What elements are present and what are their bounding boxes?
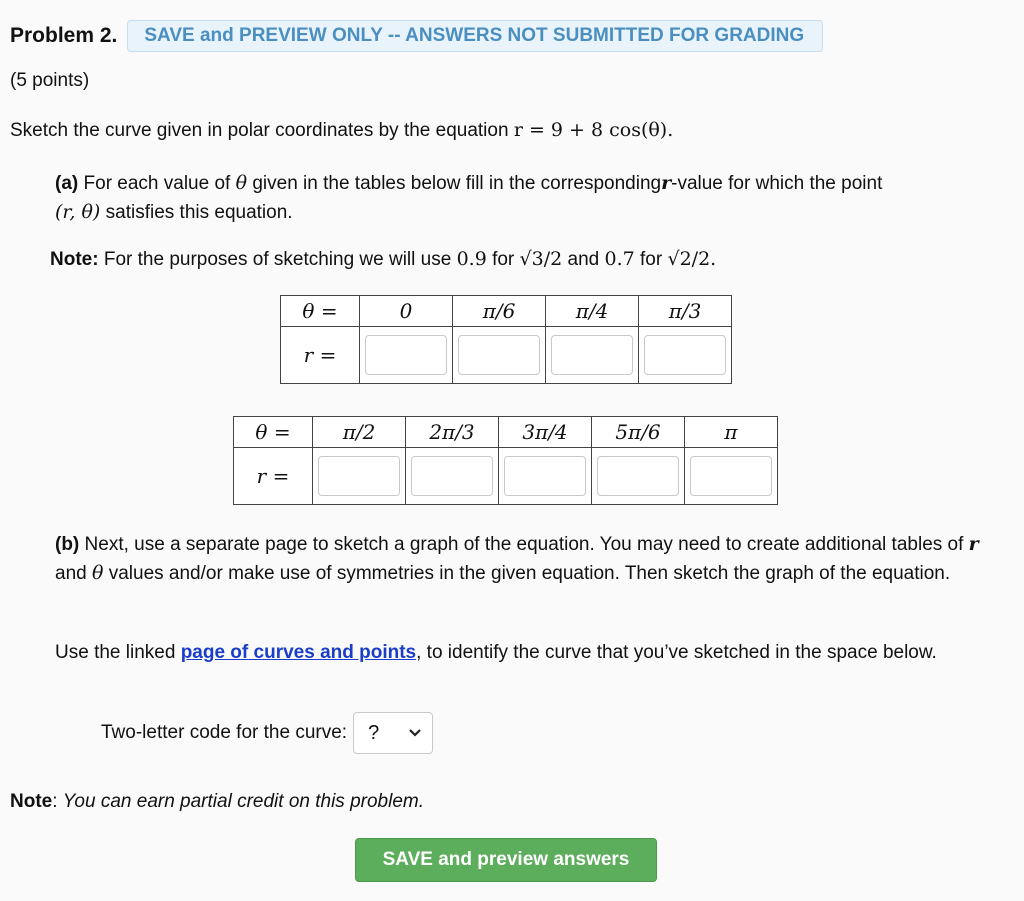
problem-header bbox=[10, 20, 823, 52]
part-b-instructions: (b) Next, use a separate page to sketch a graph of the equation. You may need to create additional tables of r and θ values and/or make use of symmetries in the given equation. Then sketch the graph of the equation. bbox=[55, 533, 979, 584]
r-answer-input[interactable] bbox=[597, 456, 679, 496]
angle-cell: π/2 bbox=[313, 417, 406, 448]
r-header: r = bbox=[281, 327, 360, 384]
r-cell bbox=[685, 448, 778, 505]
angle-cell: 2π/3 bbox=[406, 417, 499, 448]
chevron-down-icon bbox=[408, 728, 422, 738]
r-answer-input[interactable] bbox=[551, 335, 633, 375]
point-notation: (r, θ) bbox=[55, 201, 101, 223]
partial-credit-note: Note: You can earn partial credit on this problem. bbox=[10, 791, 425, 812]
r-cell bbox=[639, 327, 732, 384]
r-cell bbox=[499, 448, 592, 505]
values-table-1 bbox=[280, 295, 732, 384]
curve-code-select[interactable] bbox=[353, 712, 433, 754]
curve-code-row bbox=[101, 712, 433, 754]
angle-cell: π/6 bbox=[453, 296, 546, 327]
problem-statement bbox=[10, 119, 673, 142]
r-answer-input[interactable] bbox=[504, 456, 586, 496]
part-a-instructions: (a) For each value of θ given in the tables below fill in the correspondingr-value for which the point (r, θ) satisfies this equation. bbox=[55, 172, 883, 223]
r-header: r = bbox=[234, 448, 313, 505]
r-cell bbox=[453, 327, 546, 384]
angle-cell: 0 bbox=[360, 296, 453, 327]
r-answer-input[interactable] bbox=[458, 335, 540, 375]
r-answer-input[interactable] bbox=[318, 456, 400, 496]
preview-only-banner: SAVE and PREVIEW ONLY -- ANSWERS NOT SUBMITTED FOR GRADING bbox=[127, 20, 823, 52]
sketching-note: Note: For the purposes of sketching we will use 0.9 for √3/2 and 0.7 for √2/2. bbox=[50, 248, 717, 270]
curve-code-label: Two-letter code for the curve: bbox=[101, 722, 348, 743]
curves-link-paragraph: Use the linked page of curves and points, to identify the curve that you’ve sketched in the space below. bbox=[55, 642, 937, 663]
save-preview-button[interactable]: SAVE and preview answers bbox=[355, 838, 657, 882]
r-cell bbox=[592, 448, 685, 505]
values-table-2 bbox=[233, 416, 778, 505]
r-cell bbox=[406, 448, 499, 505]
angle-cell: 5π/6 bbox=[592, 417, 685, 448]
r-cell bbox=[360, 327, 453, 384]
angle-cell: π/4 bbox=[546, 296, 639, 327]
part-a-label: (a) bbox=[55, 173, 79, 194]
r-answer-input[interactable] bbox=[411, 456, 493, 496]
part-b-label: (b) bbox=[55, 534, 80, 555]
statement-text: Sketch the curve given in polar coordinates by the equation bbox=[10, 120, 509, 141]
theta-header: θ = bbox=[234, 417, 313, 448]
r-cell bbox=[546, 327, 639, 384]
note-label: Note: bbox=[50, 249, 99, 270]
angle-cell: π/3 bbox=[639, 296, 732, 327]
problem-title: Problem 2. bbox=[10, 24, 118, 47]
note2-label: Note bbox=[10, 791, 53, 812]
page-of-curves-link[interactable]: page of curves and points bbox=[180, 642, 417, 663]
angle-cell: 3π/4 bbox=[499, 417, 592, 448]
r-answer-input[interactable] bbox=[365, 335, 447, 375]
points-label: (5 points) bbox=[10, 70, 90, 91]
curve-code-value: ? bbox=[368, 721, 380, 744]
angle-cell: π bbox=[685, 417, 778, 448]
polar-equation: r = 9 + 8 cos(θ). bbox=[513, 119, 674, 141]
r-answer-input[interactable] bbox=[644, 335, 726, 375]
theta-header: θ = bbox=[281, 296, 360, 327]
r-cell bbox=[313, 448, 406, 505]
note2-text: You can earn partial credit on this problem. bbox=[62, 791, 425, 812]
r-answer-input[interactable] bbox=[690, 456, 772, 496]
